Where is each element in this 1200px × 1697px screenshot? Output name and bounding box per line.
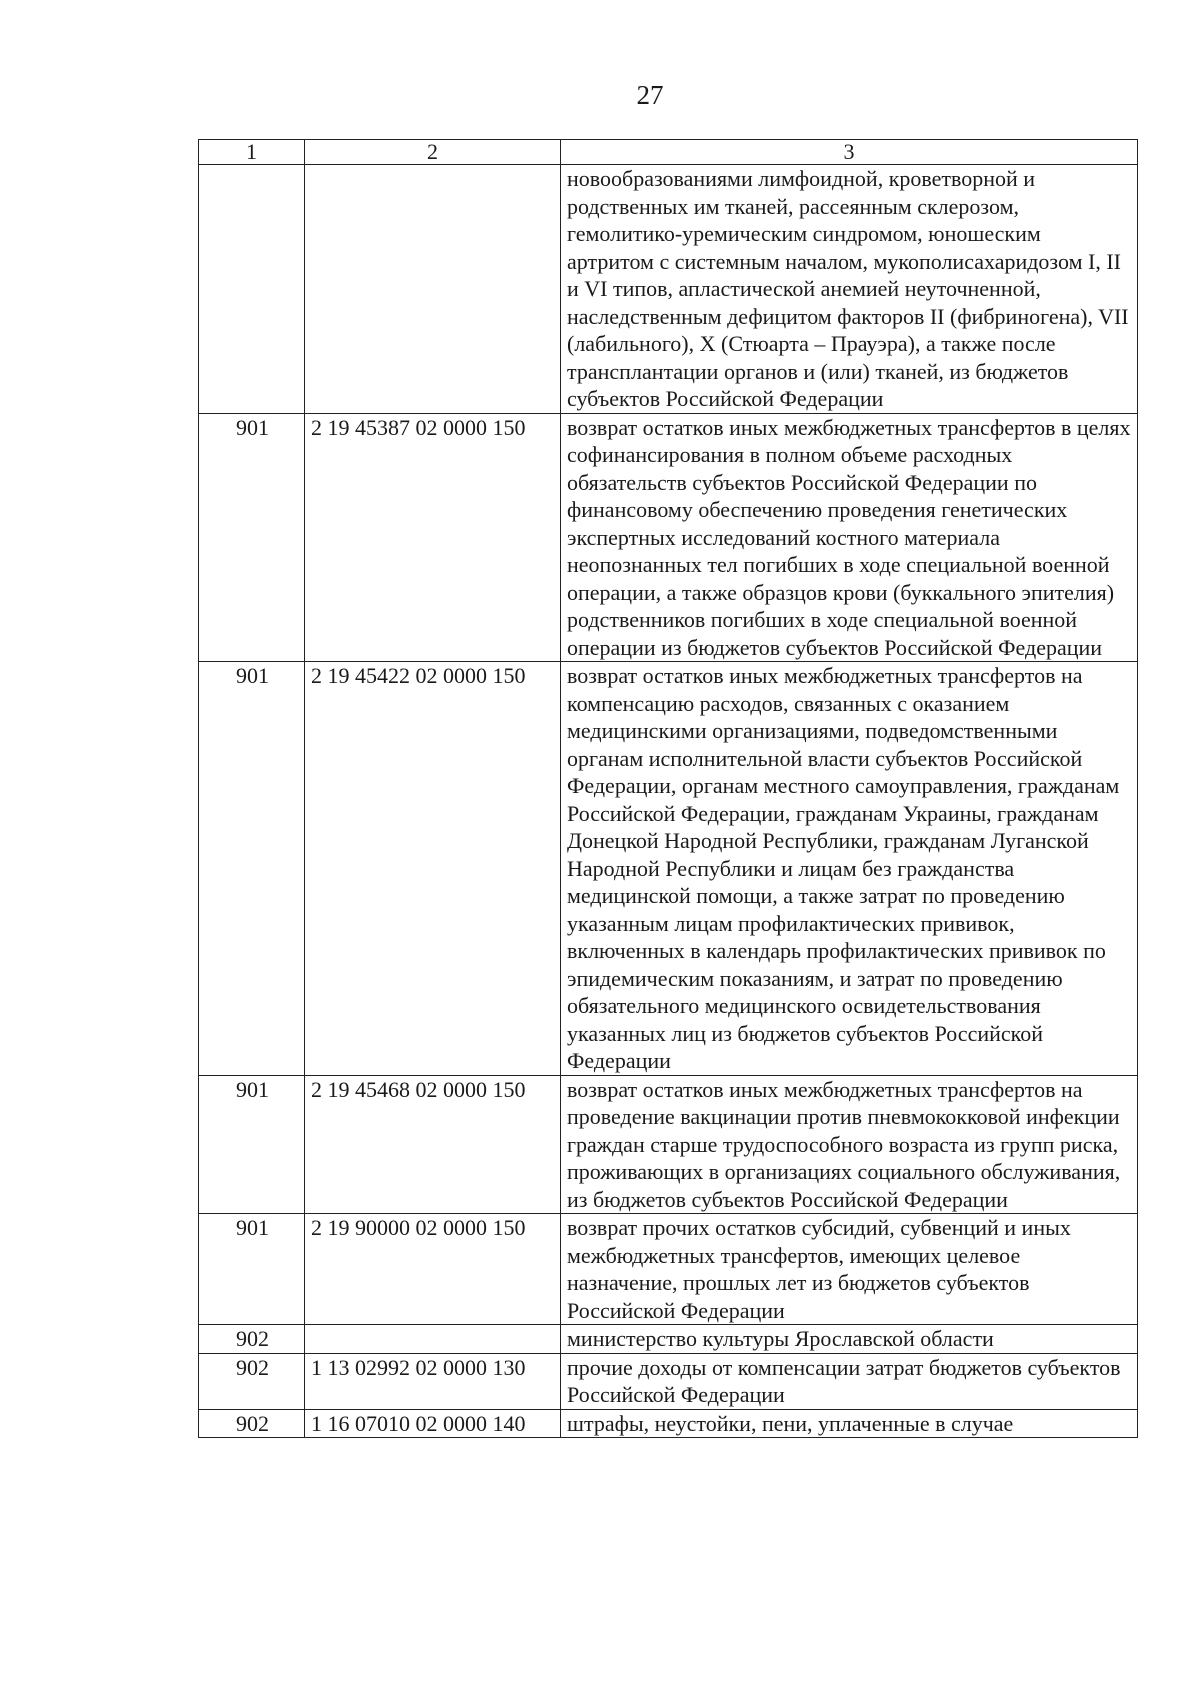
description-cell: возврат остатков иных межбюджетных трансфертов на компенсацию расходов, связанных с оказанием медицинскими организациями, подведомственными органам исполнительной власти субъектов Российской Федерации, органам местного самоуправления, гражданам Российской Федерации, гражданам Украины, гражданам Донецкой Народной Республики, гражданам Луганской Народной Республики и лицам без гражданства медицинской помощи, а также затрат по проведению указанным лицам профилактических прививок, включенных в календарь профилактических прививок по эпидемическим показаниям, и затрат по проведению обязательного медицинского освидетельствования указанных лиц из бюджетов субъектов Российской Федерации [561,662,1138,1076]
column-header-1: 1 [199,140,305,165]
description-cell: возврат прочих остатков субсидий, субвенций и иных межбюджетных трансфертов, имеющих целевое назначение, прошлых лет из бюджетов субъектов Российской Федерации [561,1214,1138,1325]
admin-code-cell: 901 [199,413,305,662]
admin-code-cell: 902 [199,1325,305,1354]
table-row [199,662,1138,1076]
table-row [199,1075,1138,1214]
description-cell: штрафы, неустойки, пени, уплаченные в случае [561,1409,1138,1438]
admin-code-cell [199,165,305,414]
table-row [199,413,1138,662]
budget-code-cell: 2 19 90000 02 0000 150 [305,1214,561,1325]
budget-code-cell: 1 13 02992 02 0000 130 [305,1353,561,1409]
budget-code-cell: 2 19 45422 02 0000 150 [305,662,561,1076]
table-row [199,1353,1138,1409]
page-number: 27 [636,80,664,110]
budget-code-cell [305,165,561,414]
table-row [199,165,1138,414]
column-header-2: 2 [305,140,561,165]
table-row [199,1214,1138,1325]
budget-classification-table [198,139,1138,1438]
admin-code-cell: 901 [199,1075,305,1214]
description-cell: новообразованиями лимфоидной, кроветворной и родственных им тканей, рассеянным склерозом, гемолитико-уремическим синдромом, юношеским артритом с системным началом, мукополисахаридозом I, II и VI типов, апластической анемией неуточненной, наследственным дефицитом факторов II (фибриногена), VII (лабильного), X (Стюарта – Прауэра), а также после трансплантации органов и (или) тканей, из бюджетов субъектов Российской Федерации [561,165,1138,414]
budget-code-cell: 2 19 45468 02 0000 150 [305,1075,561,1214]
description-cell: возврат остатков иных межбюджетных трансфертов в целях софинансирования в полном объеме расходных обязательств субъектов Российской Федерации по финансовому обеспечению проведения генетических экспертных исследований костного материала неопознанных тел погибших в ходе специальной военной операции, а также образцов крови (буккального эпителия) родственников погибших в ходе специальной военной операции из бюджетов субъектов Российской Федерации [561,413,1138,662]
admin-code-cell: 902 [199,1409,305,1438]
column-header-3: 3 [561,140,1138,165]
description-cell: прочие доходы от компенсации затрат бюджетов субъектов Российской Федерации [561,1353,1138,1409]
table-row [199,1325,1138,1354]
admin-code-cell: 902 [199,1353,305,1409]
budget-code-cell [305,1325,561,1354]
admin-code-cell: 901 [199,1214,305,1325]
budget-code-cell: 1 16 07010 02 0000 140 [305,1409,561,1438]
admin-code-cell: 901 [199,662,305,1076]
budget-code-cell: 2 19 45387 02 0000 150 [305,413,561,662]
description-cell: возврат остатков иных межбюджетных трансфертов на проведение вакцинации против пневмококковой инфекции граждан старше трудоспособного возраста из групп риска, проживающих в организациях социального обслуживания, из бюджетов субъектов Российской Федерации [561,1075,1138,1214]
table-row [199,1409,1138,1438]
table-header-row [199,140,1138,165]
description-cell: министерство культуры Ярославской области [561,1325,1138,1354]
